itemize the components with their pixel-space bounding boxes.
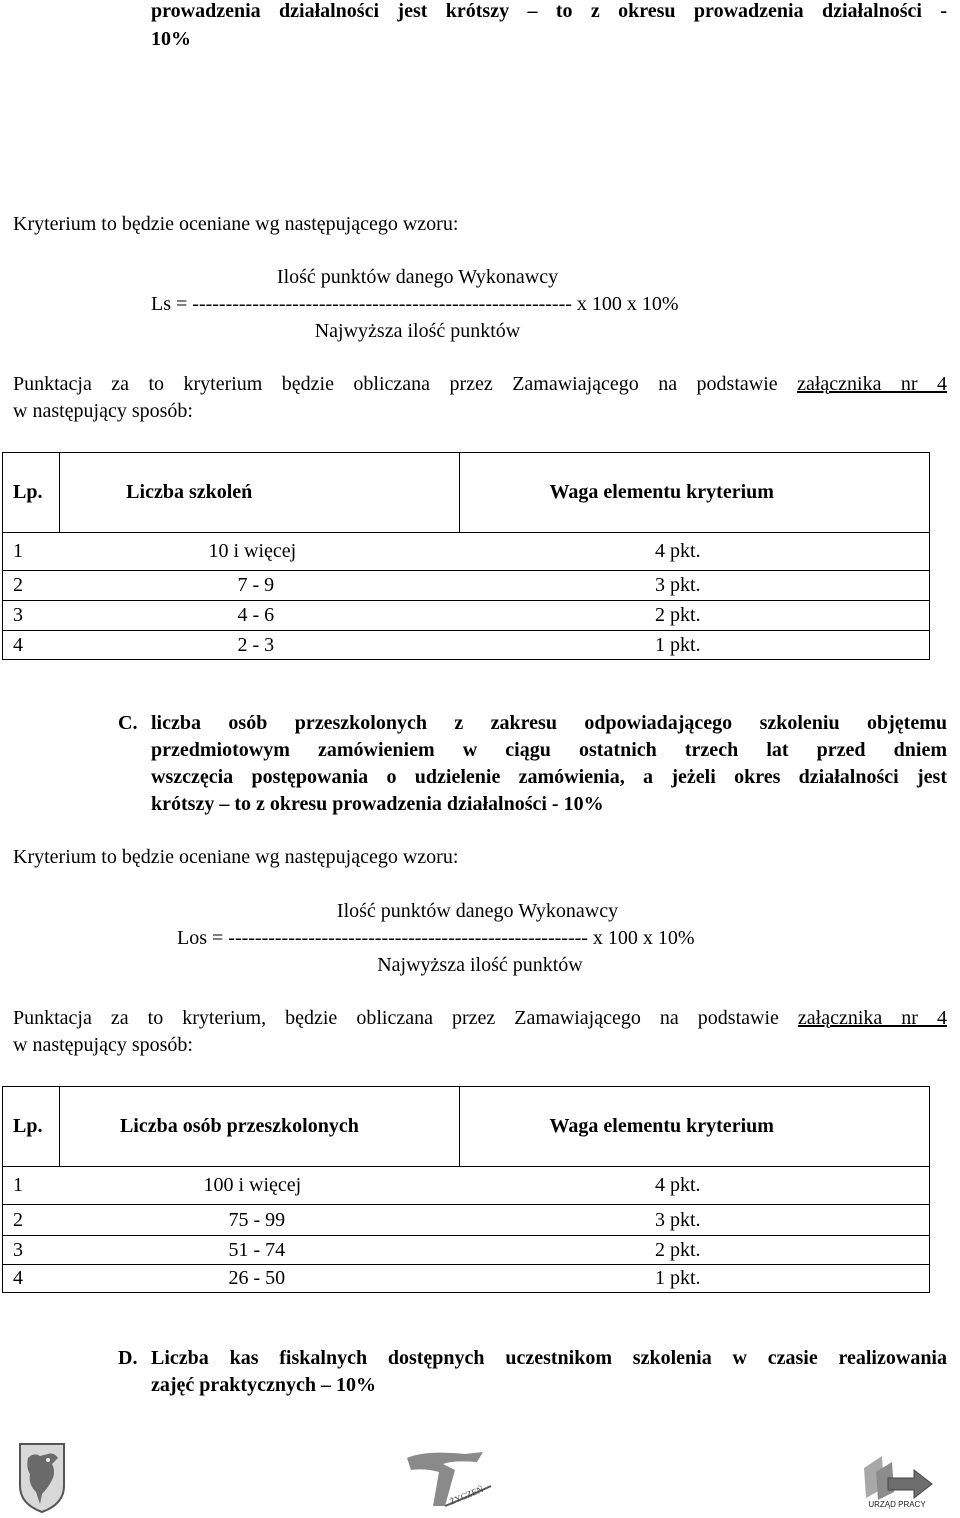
section-c-heading-line1: liczba osób przeszkolonych z zakresu odpowiadającego szkoleniu objętemu [151, 712, 947, 734]
cell-lp: 1 [3, 533, 60, 571]
cell-people: 100 i więcej [59, 1167, 459, 1205]
section-c-marker: C. [118, 712, 138, 734]
header-people: Liczba osób przeszkolonych [59, 1087, 459, 1167]
cell-people: 51 - 74 [59, 1236, 459, 1265]
trained-people-table [2, 1086, 930, 1293]
table-row [3, 533, 930, 571]
cell-people: 75 - 99 [59, 1205, 459, 1236]
table-row [3, 601, 930, 631]
table-header-row [3, 1087, 930, 1167]
coat-of-arms-logo [18, 1442, 66, 1514]
cell-weight: 1 pkt. [459, 631, 929, 660]
top-item-line2: 10% [151, 28, 191, 50]
formula-denominator: Najwyższa ilość punktów [314, 320, 521, 342]
section-d-marker: D. [118, 1347, 138, 1369]
table-row [3, 631, 930, 660]
attachment-reference: załącznika nr 4 [797, 373, 947, 395]
cell-weight: 1 pkt. [459, 1265, 930, 1293]
cell-lp: 4 [3, 1265, 60, 1293]
life-wishes-logo-text: ŻYCZEŃ [448, 1483, 485, 1507]
cell-lp: 3 [3, 1236, 60, 1265]
cell-weight: 3 pkt. [459, 1205, 930, 1236]
table-header-row [3, 453, 930, 533]
trainings-table [2, 452, 930, 660]
section-c-heading-line2: przedmiotowym zamówieniem w ciągu ostatnich trzech lat przed dniem [151, 739, 947, 761]
table-row [3, 1205, 930, 1236]
section-d-line1: Liczba kas fiskalnych dostępnych uczestnikom szkolenia w czasie realizowania [151, 1347, 947, 1369]
section-c-heading-line4: krótszy – to z okresu prowadzenia działalności - 10% [151, 793, 604, 815]
header-weight: Waga elementu kryterium [459, 1087, 930, 1167]
table-row [3, 1236, 930, 1265]
cell-people: 26 - 50 [59, 1265, 459, 1293]
section-d-line2: zajęć praktycznych – 10% [151, 1374, 376, 1396]
cell-weight: 4 pkt. [459, 533, 929, 571]
cell-count: 7 - 9 [59, 571, 459, 601]
cell-count: 4 - 6 [59, 601, 459, 631]
cell-count: 10 i więcej [59, 533, 459, 571]
formula-c-denominator: Najwyższa ilość punktów [377, 954, 583, 976]
cell-lp: 4 [3, 631, 60, 660]
header-lp: Lp. [3, 1087, 60, 1167]
cell-weight: 2 pkt. [459, 601, 929, 631]
scoring-description: Punktacja za to kryterium będzie obliczana przez Zamawiającego na podstawie załącznika nr 4 [13, 373, 947, 395]
header-lp: Lp. [3, 453, 60, 533]
scoring-description-c-line2: w następujący sposób: [13, 1034, 193, 1056]
cell-count: 2 - 3 [59, 631, 459, 660]
formula-numerator: Ilość punktów danego Wykonawcy [276, 266, 559, 288]
header-weight: Waga elementu kryterium [459, 453, 929, 533]
cell-weight: 2 pkt. [459, 1236, 930, 1265]
cell-weight: 3 pkt. [459, 571, 929, 601]
scoring-description-line2: w następujący sposób: [13, 400, 193, 422]
cell-lp: 2 [3, 1205, 60, 1236]
life-wishes-logo [405, 1448, 497, 1510]
labour-office-logo-text: URZĄD PRACY [868, 1500, 926, 1509]
scoring-description-c: Punktacja za to kryterium, będzie obliczana przez Zamawiającego na podstawie załącznika nr 4 [13, 1007, 947, 1029]
cell-weight: 4 pkt. [459, 1167, 930, 1205]
table-row [3, 571, 930, 601]
attachment-reference-c: załącznika nr 4 [797, 1007, 947, 1029]
table-row [3, 1167, 930, 1205]
section-c-heading-line3: wszczęcia postępowania o udzielenie zamówienia, a jeżeli okres działalności jest [151, 766, 947, 788]
cell-lp: 1 [3, 1167, 60, 1205]
formula-c-line: Los = ------------------------------------------------------ x 100 x 10% [177, 927, 695, 949]
formula-line: Ls = --------------------------------------------------------- x 100 x 10% [151, 293, 679, 315]
header-count: Liczba szkoleń [59, 453, 459, 533]
cell-lp: 3 [3, 601, 60, 631]
labour-office-logo [858, 1448, 936, 1510]
criterion-intro-c: Kryterium to będzie oceniane wg następującego wzoru: [13, 846, 459, 868]
criterion-intro: Kryterium to będzie oceniane wg następującego wzoru: [13, 213, 459, 235]
cell-lp: 2 [3, 571, 60, 601]
table-row [3, 1265, 930, 1293]
top-item-line1: prowadzenia działalności jest krótszy – to z okresu prowadzenia działalności - [151, 0, 947, 22]
formula-c-numerator: Ilość punktów danego Wykonawcy [336, 900, 619, 922]
